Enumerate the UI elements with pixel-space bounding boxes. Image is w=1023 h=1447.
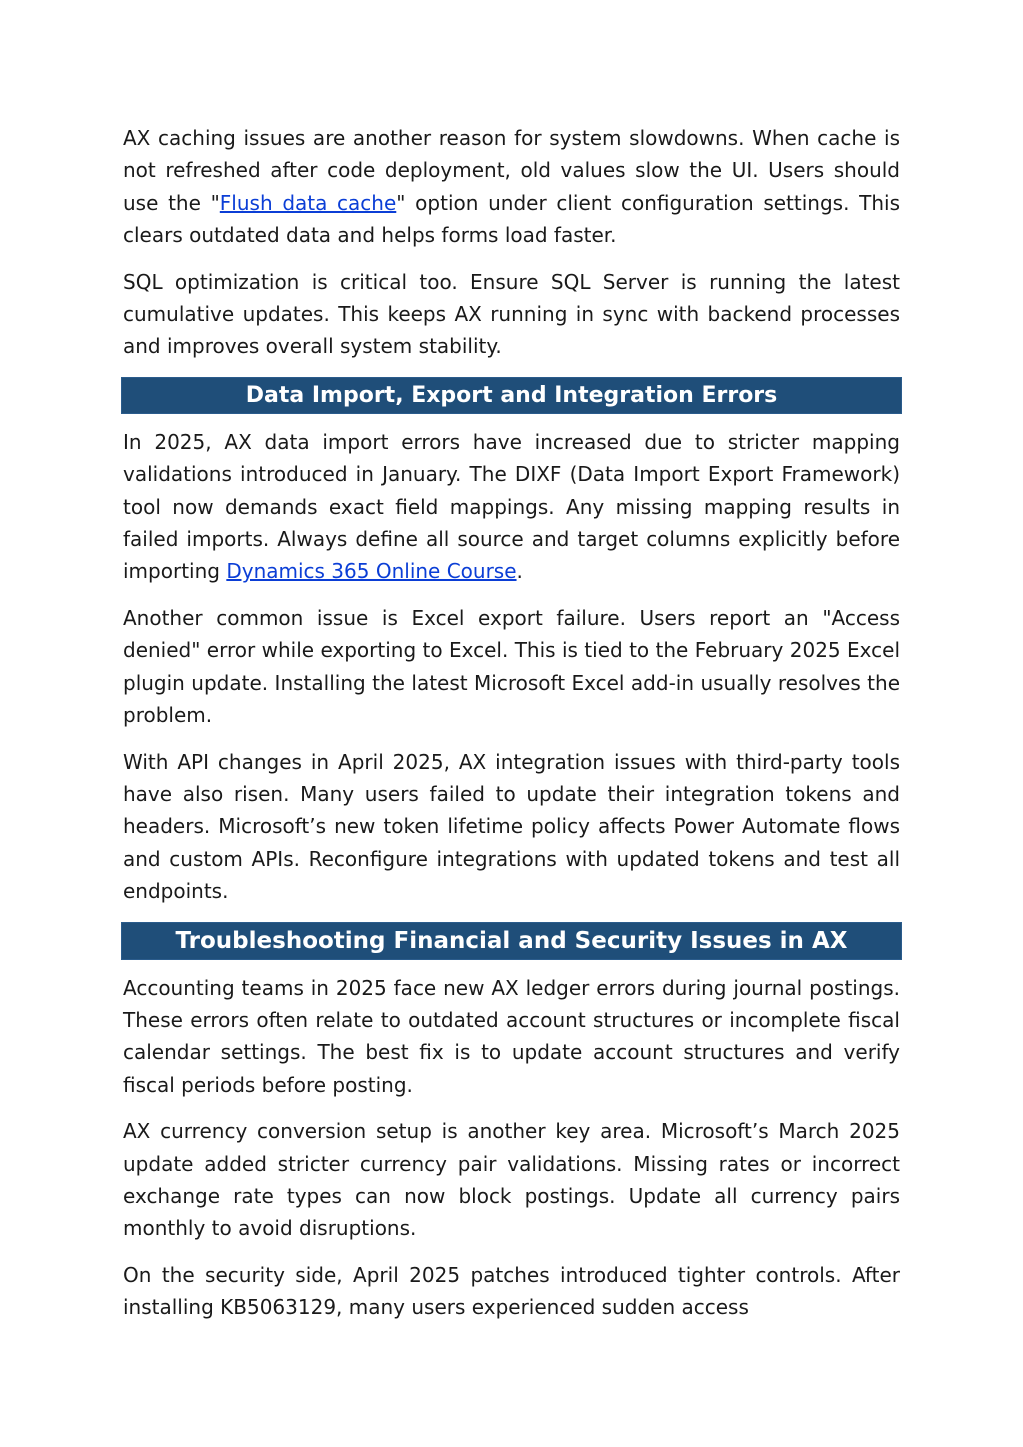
paragraph-sql-optimization: SQL optimization is critical too. Ensure SQL Server is running the latest cumulative updates. This keeps AX running in sync with backend processes and improves overall system stability.	[123, 269, 900, 359]
dynamics-365-course-link[interactable]: Dynamics 365 Online Course	[226, 559, 517, 584]
section-heading-financial-security: Troubleshooting Financial and Security Issues in AX	[121, 922, 902, 960]
paragraph-security-side: On the security side, April 2025 patches introduced tighter controls. After installing KB5063129, many users experienced sudden access	[123, 1262, 900, 1320]
paragraph-text: In 2025, AX data import errors have increased due to stricter mapping validations introduced in January. The DIXF (Data Import Export Framework) tool now demands exact field mappings. Any missing mapping results in failed imports. Always define all source and target columns explicitly before importing	[123, 429, 900, 584]
document-page	[123, 122, 900, 1324]
paragraph-excel-export: Another common issue is Excel export failure. Users report an "Access denied" error while exporting to Excel. This is tied to the February 2025 Excel plugin update. Installing the latest Microsoft Excel add-in usually resolves the problem.	[123, 605, 900, 728]
paragraph-currency-conversion: AX currency conversion setup is another key area. Microsoft’s March 2025 update added stricter currency pair validations. Missing rates or incorrect exchange rate types can now block postings. Update all currency pairs monthly to avoid disruptions.	[123, 1119, 900, 1241]
paragraph-text: " option under client configuration settings. This clears outdated data and helps forms load faster.	[123, 190, 900, 248]
paragraph-text: AX caching issues are another reason for system slowdowns. When cache is not refreshed after code deployment, old values slow the UI. Users should use the "	[123, 126, 900, 215]
paragraph-api-changes: With API changes in April 2025, AX integration issues with third-party tools have also risen. Many users failed to update their integration tokens and headers. Microsoft’s new token lifetime policy affects Power Automate flows and custom APIs. Reconfigure integrations with updated tokens and test all endpoints.	[123, 749, 900, 904]
paragraph-data-import-errors	[123, 426, 900, 588]
section-heading-data-import: Data Import, Export and Integration Errors	[121, 377, 902, 414]
paragraph-ledger-errors: Accounting teams in 2025 face new AX ledger errors during journal postings. These errors often relate to outdated account structures or incomplete fiscal calendar settings. The best fix is to update account structures and verify fiscal periods before posting.	[123, 975, 900, 1097]
paragraph-caching-issues	[123, 122, 900, 252]
paragraph-text: .	[516, 559, 523, 584]
flush-data-cache-link[interactable]: Flush data cache	[219, 190, 397, 215]
